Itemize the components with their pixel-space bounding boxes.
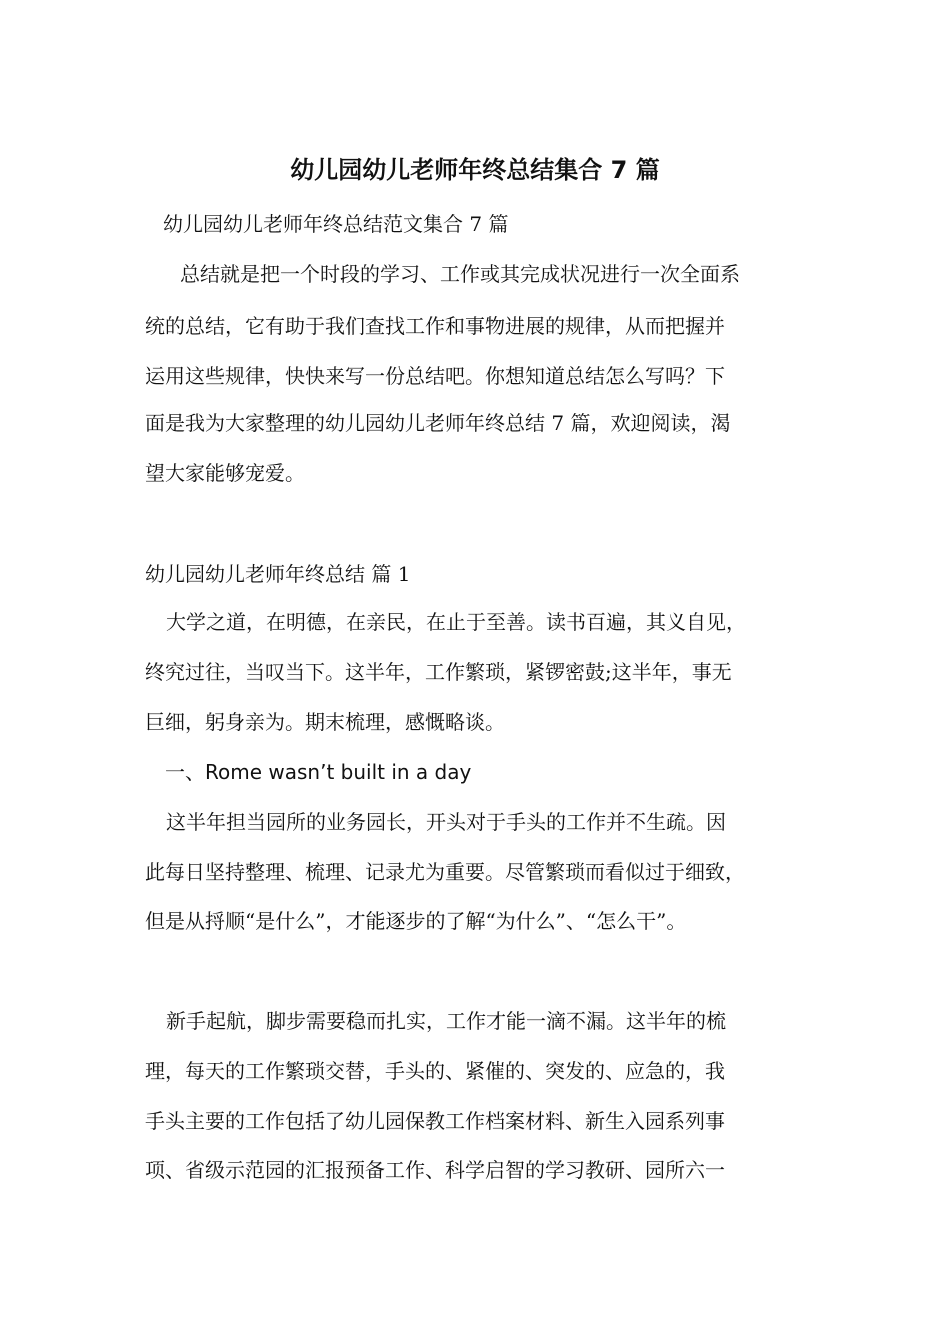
intro-line: 总结就是把一个时段的学习、工作或其完成状况进行一次全面系	[180, 262, 740, 286]
paragraph-line: 项、省级示范园的汇报预备工作、科学启智的学习教研、园所六一	[145, 1158, 725, 1182]
paragraph-line: 终究过往，当叹当下。这半年，工作繁琐，紧锣密鼓;这半年，事无	[145, 660, 732, 684]
paragraph-line: 大学之道，在明德，在亲民，在止于至善。读书百遍，其义自见，	[166, 610, 746, 634]
paragraph-line: 此每日坚持整理、梳理、记录尤为重要。尽管繁琐而看似过于细致，	[145, 860, 745, 884]
paragraph-line: 新手起航，脚步需要稳而扎实，工作才能一滴不漏。这半年的梳	[166, 1009, 726, 1033]
intro-line: 望大家能够宠爱。	[145, 461, 305, 485]
document-title: 幼儿园幼儿老师年终总结集合 7 篇	[290, 156, 660, 184]
document-subtitle: 幼儿园幼儿老师年终总结范文集合 7 篇	[163, 212, 509, 236]
paragraph-line: 手头主要的工作包括了幼儿园保教工作档案材料、新生入园系列事	[145, 1109, 725, 1133]
section-heading: 幼儿园幼儿老师年终总结 篇 1	[145, 562, 411, 586]
paragraph-line: 这半年担当园所的业务园长，开头对于手头的工作并不生疏。因	[166, 810, 726, 834]
paragraph-line: 理，每天的工作繁琐交替，手头的、紧催的、突发的、应急的，我	[145, 1059, 725, 1083]
intro-line: 统的总结，它有助于我们查找工作和事物进展的规律，从而把握并	[145, 314, 725, 338]
intro-line: 运用这些规律，快快来写一份总结吧。你想知道总结怎么写吗？下	[145, 364, 725, 388]
paragraph-line: 但是从捋顺“是什么”，才能逐步的了解“为什么”、“怎么干”。	[145, 909, 687, 933]
paragraph-line: 巨细，躬身亲为。期末梳理，感慨略谈。	[145, 710, 505, 734]
intro-line: 面是我为大家整理的幼儿园幼儿老师年终总结 7 篇，欢迎阅读，渴	[145, 411, 731, 435]
subheading: 一、Rome wasn’t built in a day	[165, 760, 472, 784]
